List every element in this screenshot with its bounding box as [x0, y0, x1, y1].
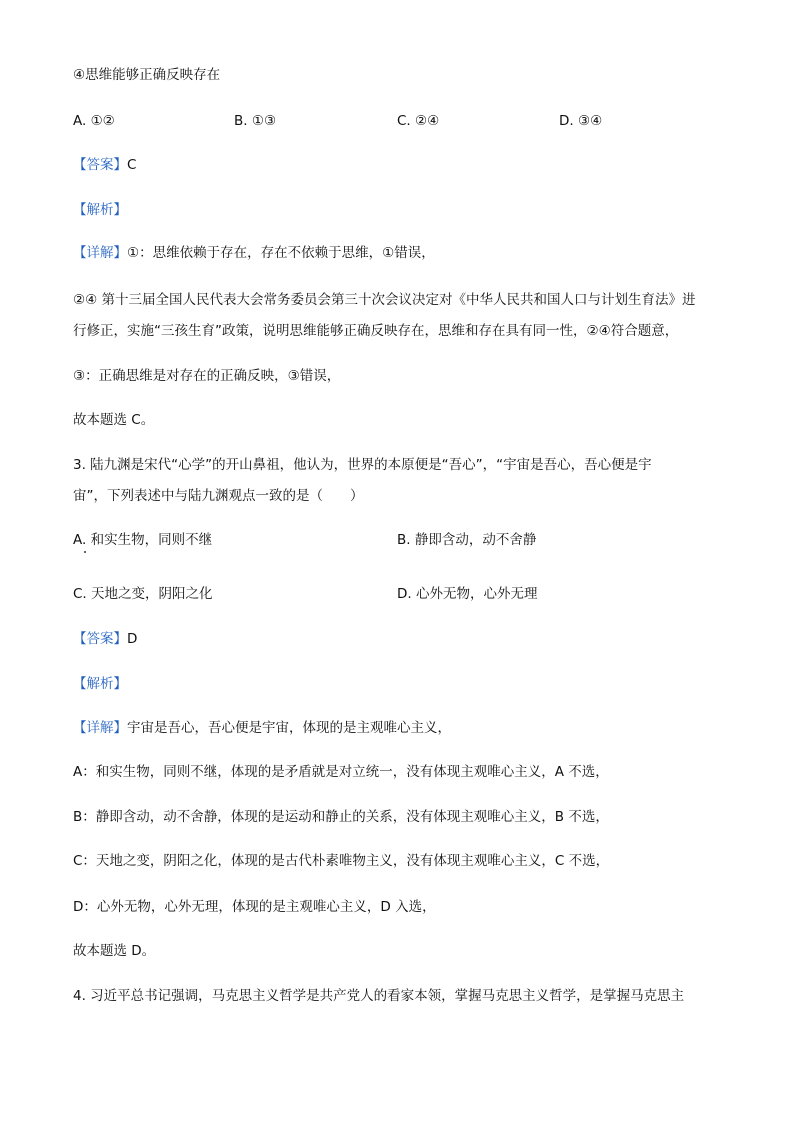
q4-stem-line-1: 4. 习近平总书记强调，马克思主义哲学是共产党人的看家本领，掌握马克思主义哲学，是掌握马克思主: [73, 988, 685, 1004]
analysis-tag: 【解析】: [73, 676, 127, 692]
q2-option-d: D. ③④: [559, 113, 603, 129]
q2-detail-line-4: ③：正确思维是对存在的正确反映，③错误，: [73, 368, 341, 384]
q3-option-b: B. 静即含动，动不舍静: [397, 532, 537, 548]
q3-option-a: A. 和实生物，同则不继: [73, 532, 213, 548]
answer-tag: 【答案】: [73, 631, 127, 647]
q3-detail-a: A：和实生物，同则不继，体现的是矛盾就是对立统一，没有体现主观唯心主义，A 不选，: [73, 764, 609, 780]
answer-value: C: [127, 157, 137, 173]
q2-detail-line-3: 行修正，实施“三孩生育”政策，说明思维能够正确反映存在，思维和存在具有同一性，②④符合题意，: [73, 323, 679, 339]
q3-detail-intro: [73, 719, 724, 737]
q3-option-d: D. 心外无物，心外无理: [397, 586, 538, 602]
detail-text: ①：思维依赖于存在，存在不依赖于思维，①错误，: [127, 245, 435, 261]
q2-option-c: C. ②④: [397, 113, 440, 129]
q3-detail-d: D：心外无物，心外无理，体现的是主观唯心主义，D 入选，: [73, 899, 436, 915]
q3-answer: [73, 630, 724, 648]
answer-tag: 【答案】: [73, 157, 127, 173]
q2-option-a: A. ①②: [73, 113, 115, 129]
q2-detail-line-1: [73, 244, 724, 262]
q2-option-b: B. ①③: [234, 113, 277, 129]
q2-detail-line-2: ②④ 第十三届全国人民代表大会常务委员会第三十次会议决定对《中华人民共和国人口与计划生育法》进: [73, 292, 696, 308]
q2-conclusion: 故本题选 C。: [73, 412, 155, 428]
answer-value: D: [127, 631, 138, 647]
q2-answer: [73, 156, 724, 174]
stray-dot: [84, 551, 86, 553]
q3-stem-line-1: 3. 陆九渊是宋代“心学”的开山鼻祖，他认为，世界的本原便是“吾心”，“宇宙是吾心，吾心便是宇: [73, 457, 652, 473]
q2-item-4: ④思维能够正确反映存在: [73, 67, 221, 83]
q3-detail-b: B：静即含动，动不舍静，体现的是运动和静止的关系，没有体现主观唯心主义，B 不选，: [73, 809, 609, 825]
detail-tag: 【详解】: [73, 245, 127, 261]
analysis-tag: 【解析】: [73, 202, 127, 218]
q3-conclusion: 故本题选 D。: [73, 943, 156, 959]
detail-tag: 【详解】: [73, 720, 127, 736]
q3-option-c: C. 天地之变，阴阳之化: [73, 586, 213, 602]
q3-detail-c: C：天地之变，阴阳之化，体现的是古代朴素唯物主义，没有体现主观唯心主义，C 不选，: [73, 853, 610, 869]
q2-analysis-heading: [73, 201, 724, 219]
q3-analysis-heading: [73, 675, 724, 693]
detail-text: 宇宙是吾心，吾心便是宇宙，体现的是主观唯心主义，: [127, 720, 451, 736]
q3-stem-line-2: 宙”，下列表述中与陆九渊观点一致的是（ ）: [73, 488, 364, 504]
